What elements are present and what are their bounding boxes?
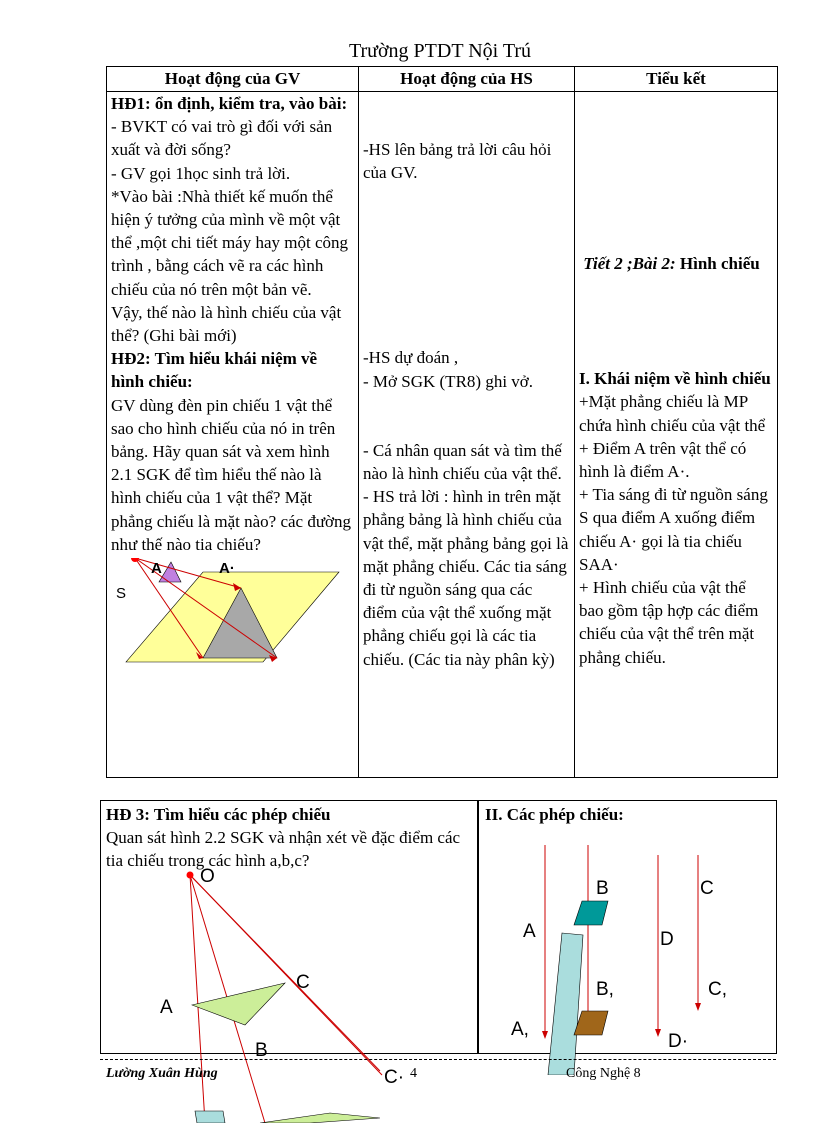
hs-cell xyxy=(359,92,575,778)
hd3-text: Quan sát hình 2.2 SGK và nhận xét về đặc điểm các tia chiếu trong các hình a,b,c? xyxy=(106,828,461,870)
footer-subject: Công Nghệ 8 xyxy=(566,1066,641,1081)
tall-rect xyxy=(548,933,583,1075)
gv-line-4: Vậy, thế nào là hình chiếu của vật thể? (Ghi bài mới) xyxy=(111,302,342,346)
footer-page: 4 xyxy=(410,1066,417,1081)
hs-answer-4: - HS trả lời : hình in trên mặt phẳng bảng là hình chiếu của vật thể, mặt phẳng bảng gọi là mặt phẳng chiếu. Các tia sáng đi từ nguồn sáng qua các điểm của vật thể xuống mặt phẳng chiếu gọi là các tia chiếu. (Các tia này phân kỳ) xyxy=(363,487,569,669)
label-s: S xyxy=(116,585,127,603)
hd2-title: HĐ2: Tìm hiểu khái niệm về hình chiếu: xyxy=(111,349,318,392)
label-b: B xyxy=(596,878,609,899)
teal-parallelogram xyxy=(574,901,608,925)
hd1-title: HĐ1: ổn định, kiểm tra, vào bài: xyxy=(111,94,348,113)
label-a1: A, xyxy=(511,1019,529,1040)
projection-plane-b xyxy=(260,1113,380,1123)
object-triangle-abc xyxy=(192,983,285,1025)
hs-answer-1: -HS lên bảng trả lời câu hỏi của GV. xyxy=(363,140,552,183)
projection-figure-1 xyxy=(111,558,351,693)
hs-answer-2b: - Mở SGK (TR8) ghi vở. xyxy=(363,371,534,391)
hs-answer-2a: -HS dự đoán , xyxy=(363,348,459,368)
header-summary: Tiểu kết xyxy=(575,67,778,92)
label-d: D xyxy=(660,929,674,950)
label-a: A xyxy=(151,560,162,578)
label-c: C xyxy=(700,878,714,899)
label-a-prime: A· xyxy=(219,560,235,578)
lesson-title: Hình chiếu xyxy=(679,254,760,273)
footer-author: Lường Xuân Hùng xyxy=(106,1066,218,1081)
label-d1: D· xyxy=(668,1031,689,1052)
summary-point-4: + Hình chiếu của vật thể bao gồm tập hợp các điểm chiếu của vật thể trên mặt phẳng chiếu. xyxy=(579,578,759,667)
summary-point-3: + Tia sáng đi từ nguồn sáng S qua điểm A xuống điểm chiếu A· gọi là tia chiếu SAA· xyxy=(579,485,768,574)
lesson-heading xyxy=(579,252,773,275)
object-triangle xyxy=(159,562,181,582)
hs-answer-3: - Cá nhân quan sát và tìm thế nào là hình chiếu của vật thể. xyxy=(363,440,562,484)
center-o xyxy=(187,872,194,879)
gv-cell xyxy=(107,92,359,778)
gv-hd2-text: GV dùng đèn pin chiếu 1 vật thể sao cho hình chiếu của nó in trên bảng. Hãy quan sát và xem hình 2.1 SGK để tìm hiểu thế nào là hình chiếu của 1 vật thể? Mặt phẳng chiếu là mặt nào? các đường như thế nào tia chiếu? xyxy=(111,395,352,554)
parallel-projection-figure xyxy=(478,845,778,1075)
lesson-prefix: Tiết 2 ;Bài 2: xyxy=(583,254,676,273)
hd3-title: HĐ 3: Tìm hiểu các phép chiếu xyxy=(106,805,331,824)
lesson-table xyxy=(106,66,778,778)
summary-point-1: +Mặt phẳng chiếu là MP chứa hình chiếu của vật thể xyxy=(579,392,766,435)
label-b1: B, xyxy=(596,979,614,1000)
brown-parallelogram xyxy=(574,1011,608,1035)
label-c1: C, xyxy=(708,979,727,1000)
gv-line-1: - BVKT có vai trò gì đối với sản xuất và đời sống? xyxy=(111,117,333,160)
label-o: O xyxy=(200,866,215,887)
summary-point-2: + Điểm A trên vật thể có hình là điểm A·. xyxy=(579,438,747,482)
projection-rect xyxy=(195,1111,225,1123)
label-b: B xyxy=(255,1040,268,1061)
section-2-title: II. Các phép chiếu: xyxy=(485,805,624,824)
label-c: C xyxy=(296,972,310,993)
gv-line-2: - GV gọi 1học sinh trả lời. xyxy=(111,163,291,183)
school-name: Trường PTDT Nội Trú xyxy=(348,40,532,62)
central-projection-figure xyxy=(150,863,480,1123)
gv-line-3: *Vào bài :Nhà thiết kế muốn thể hiện ý tưởng của mình về một vật thể ,một chi tiết máy hay một công trình , bằng cách vẽ ra các hình chiếu của nó trên một bản vẽ. xyxy=(111,186,349,299)
label-a: A xyxy=(523,921,536,942)
section-1-title: I. Khái niệm về hình chiếu xyxy=(579,369,771,389)
summary-cell xyxy=(575,92,778,778)
header-gv: Hoạt động của GV xyxy=(107,67,359,92)
label-c-prime: C· xyxy=(384,1067,405,1088)
footer-divider xyxy=(100,1059,776,1060)
header-hs: Hoạt động của HS xyxy=(359,67,575,92)
label-a: A xyxy=(160,997,173,1018)
